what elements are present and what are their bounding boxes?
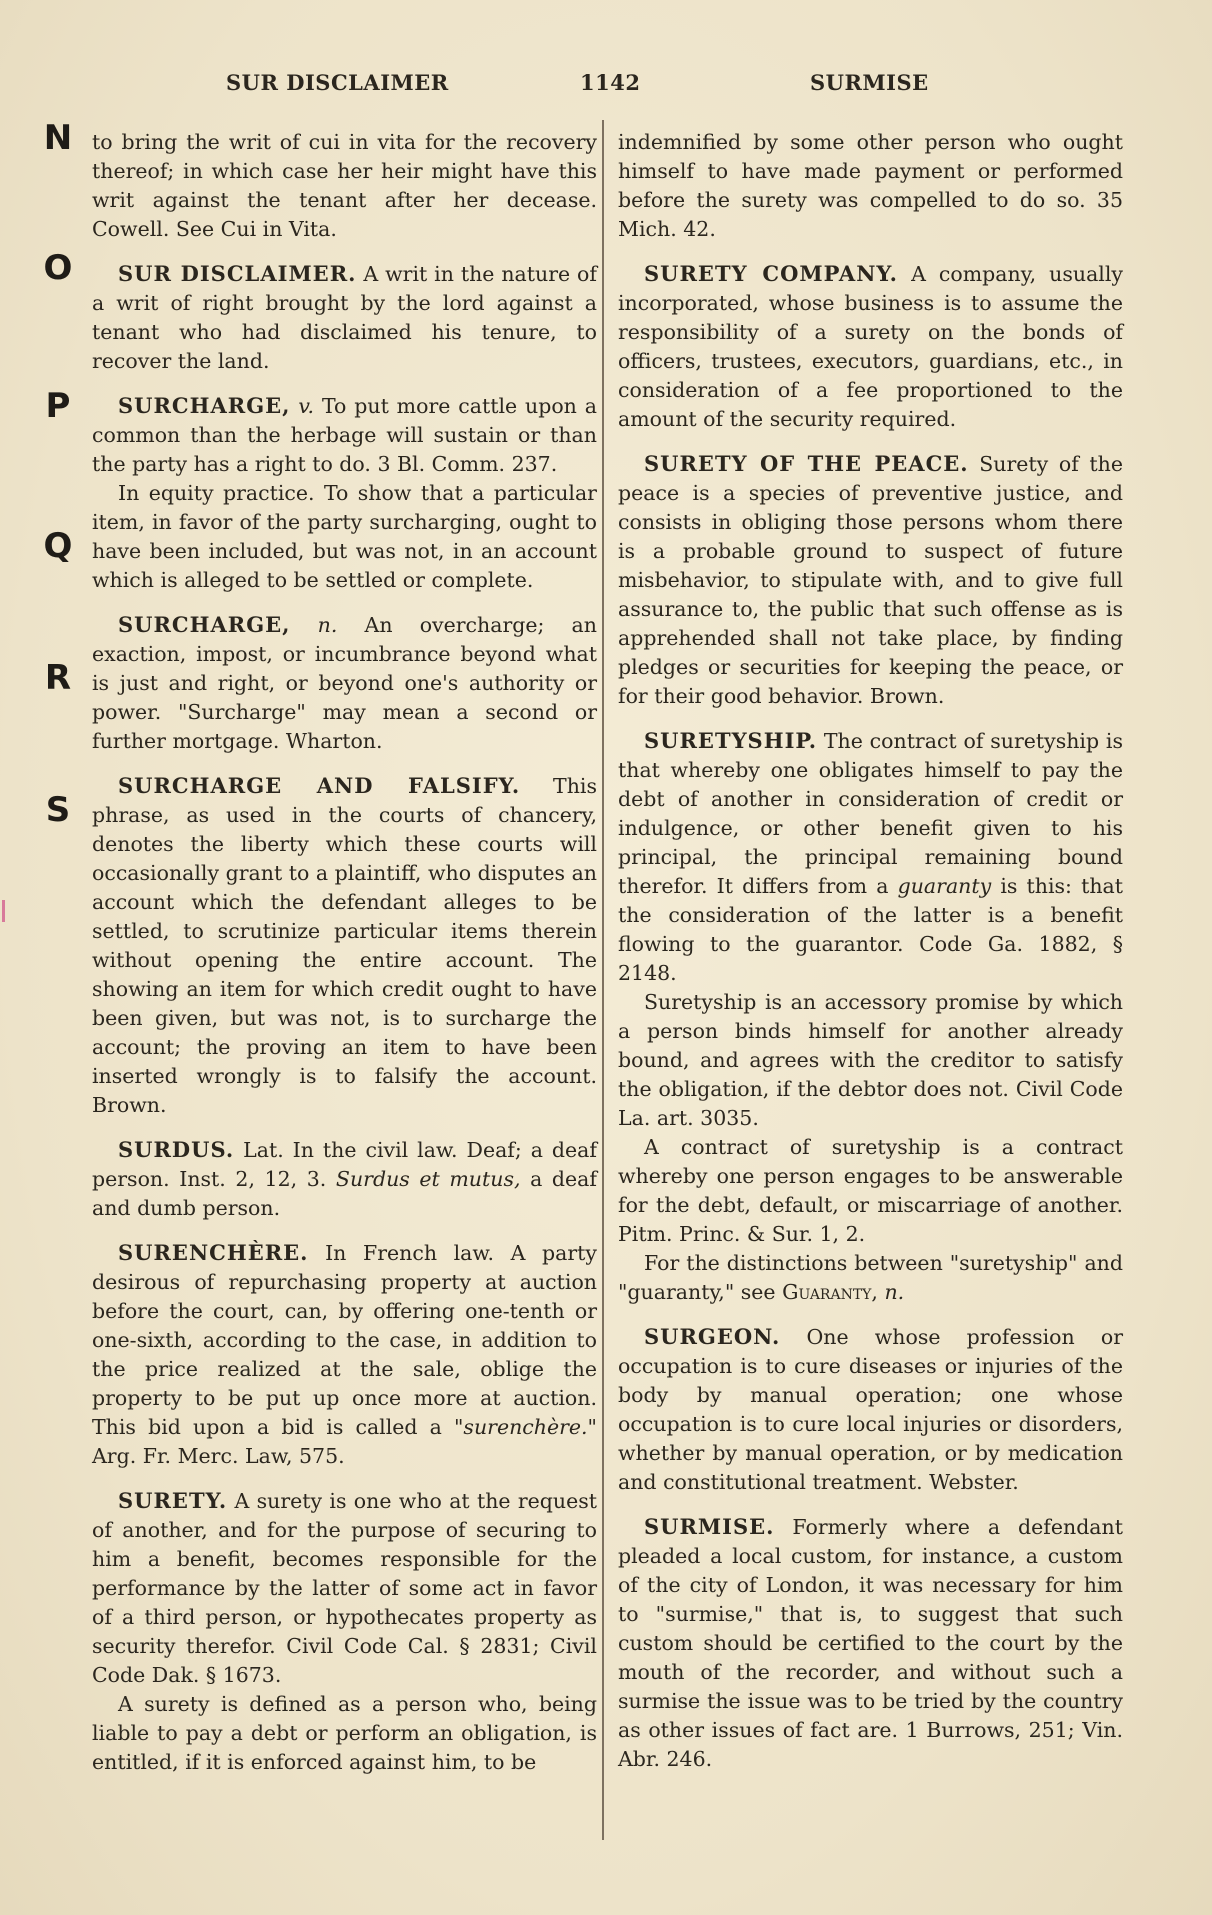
entry-surcharge-and-falsify xyxy=(92,771,597,1120)
entry-term: SUR DISCLAIMER. xyxy=(118,261,357,286)
entry-surety xyxy=(92,1486,597,1777)
entry-definition: Surety of the peace is a species of preventive justice, and consists in obliging those persons whom there is a probable ground to suspect of future misbehavior, to stipulate with, and to give full assurance to, the public that such offense as is apprehended shall not take place, by finding pledges or securities for keeping the peace, or for their good behavior. Brown. xyxy=(618,452,1123,708)
quoted-term: "surenchère." xyxy=(454,1415,597,1439)
thumb-index-letter-q: Q xyxy=(43,526,73,566)
entry-term: SURETY OF THE PEACE. xyxy=(644,451,969,476)
entry-citation: Arg. Fr. Merc. Law, 575. xyxy=(92,1444,345,1468)
entry-definition: Formerly where a defendant pleaded a local custom, for instance, a custom of the city of London, it was necessary for him to "surmise," that is, to suggest that such custom should be certified to the court by the mouth of the recorder, and without such a surmise the issue was to be tried by the country as other issues of fact are. 1 Burrows, 251; Vin. Abr. 246. xyxy=(618,1515,1123,1771)
entry-term: SURCHARGE, xyxy=(118,393,291,418)
right-column xyxy=(618,128,1123,1789)
entry-term: SURETYSHIP. xyxy=(644,728,818,753)
entry-definition: This phrase, as used in the courts of chancery, denotes the liberty which these courts will occasionally grant to a plaintiff, who disputes an account which the defendant alleges to be settled, to scrutinize particular items therein without opening the entire account. The showing an item for which credit ought to have been given, but was not, is to surcharge the account; the proving an item to have been inserted wrongly is to falsify the account. Brown. xyxy=(92,774,597,1117)
entry-surenchere xyxy=(92,1238,597,1471)
entry-term: SURDUS. xyxy=(118,1137,235,1162)
cross-reference-link[interactable]: Guaranty, xyxy=(782,1280,878,1304)
header-left-guide-word: SUR DISCLAIMER xyxy=(226,70,449,95)
thumb-index-letter-o: O xyxy=(43,248,73,288)
left-column xyxy=(92,128,597,1792)
entry-definition: Lat. In the civil law. Deaf; a deaf person. Inst. 2, 12, 3. xyxy=(92,1138,597,1191)
entry-subdefinition: A contract of suretyship is a contract whereby one person engages to be answerable for the debt, default, or miscarriage of another. Pitm. Princ. & Sur. 1, 2. xyxy=(618,1135,1123,1246)
entry-subdefinition: In equity practice. To show that a particular item, in favor of the party surcharging, ought to have been included, but was not, in an account which is alleged to be settled or complete. xyxy=(92,481,597,592)
entry-definition-tail: is this: that the consideration of the latter is a benefit flowing to the guarantor. Code Ga. 1882, § 2148. xyxy=(618,874,1123,985)
entry-term: SURCHARGE, xyxy=(118,612,291,637)
latin-phrase: Surdus et mutus, xyxy=(335,1167,521,1191)
thumb-index-letter-n: N xyxy=(43,118,73,158)
entry-surety-of-the-peace xyxy=(618,449,1123,711)
part-of-speech: v. xyxy=(298,394,315,418)
entry-definition: An overcharge; an exaction, impost, or incumbrance beyond what is just and right, or beyond one's authority or power. "Surcharge" may mean a second or further mortgage. Wharton. xyxy=(92,613,597,753)
entry-term: SURMISE. xyxy=(644,1514,775,1539)
page-edge-mark xyxy=(2,900,5,922)
thumb-index-letter-p: P xyxy=(45,386,71,426)
part-of-speech: n. xyxy=(884,1280,905,1304)
entry-definition: A surety is one who at the request of another, and for the purpose of securing to him a benefit, becomes responsible for the performance by the latter of some act in favor of a third person, or hypothecates property as security therefor. Civil Code Cal. § 2831; Civil Code Dak. § 1673. xyxy=(92,1489,597,1687)
column-divider xyxy=(602,120,604,1840)
italic-term: guaranty xyxy=(897,874,992,898)
cross-reference-text: For the distinctions between "suretyship" and "guaranty," see xyxy=(618,1251,1123,1304)
continuation-text: indemnified by some other person who ought himself to have made payment or performed before the surety was compelled to do so. 35 Mich. 42. xyxy=(618,130,1123,241)
entry-surety-company xyxy=(618,259,1123,434)
page-number: 1142 xyxy=(580,70,641,95)
entry-continuation-right xyxy=(618,128,1123,244)
part-of-speech: n. xyxy=(317,613,338,637)
continuation-text: to bring the writ of cui in vita for the recovery thereof; in which case her heir might have this writ against the tenant after her decease. Cowell. See Cui in Vita. xyxy=(92,130,597,241)
entry-cross-reference xyxy=(618,1249,1123,1307)
entry-definition: In French law. A party desirous of repurchasing property at auction before the court, can, by offering one-tenth or one-sixth, according to the case, in addition to the price realized at the sale, oblige the property to be put up once more at auction. This bid upon a bid is called a xyxy=(92,1241,597,1439)
entry-definition-tail: a deaf and dumb person. xyxy=(92,1167,597,1220)
thumb-index-letter-r: R xyxy=(44,658,72,698)
entry-definition: One whose profession or occupation is to cure diseases or injuries of the body by manual operation; one whose occupation is to cure local injuries or disorders, whether by manual operation, or by medication and constitutional treatment. Webster. xyxy=(618,1325,1123,1494)
entry-definition: To put more cattle upon a common than the herbage will sustain or than the party has a right to do. 3 Bl. Comm. 237. xyxy=(92,394,597,476)
entry-surcharge-noun xyxy=(92,610,597,756)
entry-definition: The contract of suretyship is that whereby one obligates himself to pay the debt of another in consideration of credit or indulgence, or other benefit given to his principal, the principal remaining bound therefor. It differs from a xyxy=(618,729,1123,898)
entry-surmise xyxy=(618,1512,1123,1774)
entry-suretyship xyxy=(618,726,1123,1307)
entry-sur-disclaimer xyxy=(92,259,597,376)
thumb-index-letter-s: S xyxy=(45,790,71,830)
entry-term: SURETY. xyxy=(118,1488,228,1513)
entry-subdefinition: Suretyship is an accessory promise by which a person binds himself for another already bound, and agrees with the creditor to satisfy the obligation, if the debtor does not. Civil Code La. art. 3035. xyxy=(618,990,1123,1130)
entry-term: SURGEON. xyxy=(644,1324,781,1349)
header-right-guide-word: SURMISE xyxy=(810,70,929,95)
entry-surdus xyxy=(92,1135,597,1223)
entry-term: SURCHARGE AND FALSIFY. xyxy=(118,773,521,798)
entry-definition: A writ in the nature of a writ of right brought by the lord against a tenant who had disclaimed his tenure, to recover the land. xyxy=(92,262,597,373)
entry-definition: A company, usually incorporated, whose business is to assume the responsibility of a surety on the bonds of officers, trustees, executors, guardians, etc., in consideration of a fee proportioned to the amount of the security required. xyxy=(618,262,1123,431)
entry-continuation-left xyxy=(92,128,597,244)
running-header xyxy=(90,70,1170,106)
entry-term: SURENCHÈRE. xyxy=(118,1240,309,1265)
entry-subdefinition: A surety is defined as a person who, being liable to pay a debt or perform an obligation, is entitled, if it is enforced against him, to be xyxy=(92,1692,597,1774)
entry-surcharge-verb xyxy=(92,391,597,595)
entry-surgeon xyxy=(618,1322,1123,1497)
entry-term: SURETY COMPANY. xyxy=(644,261,898,286)
